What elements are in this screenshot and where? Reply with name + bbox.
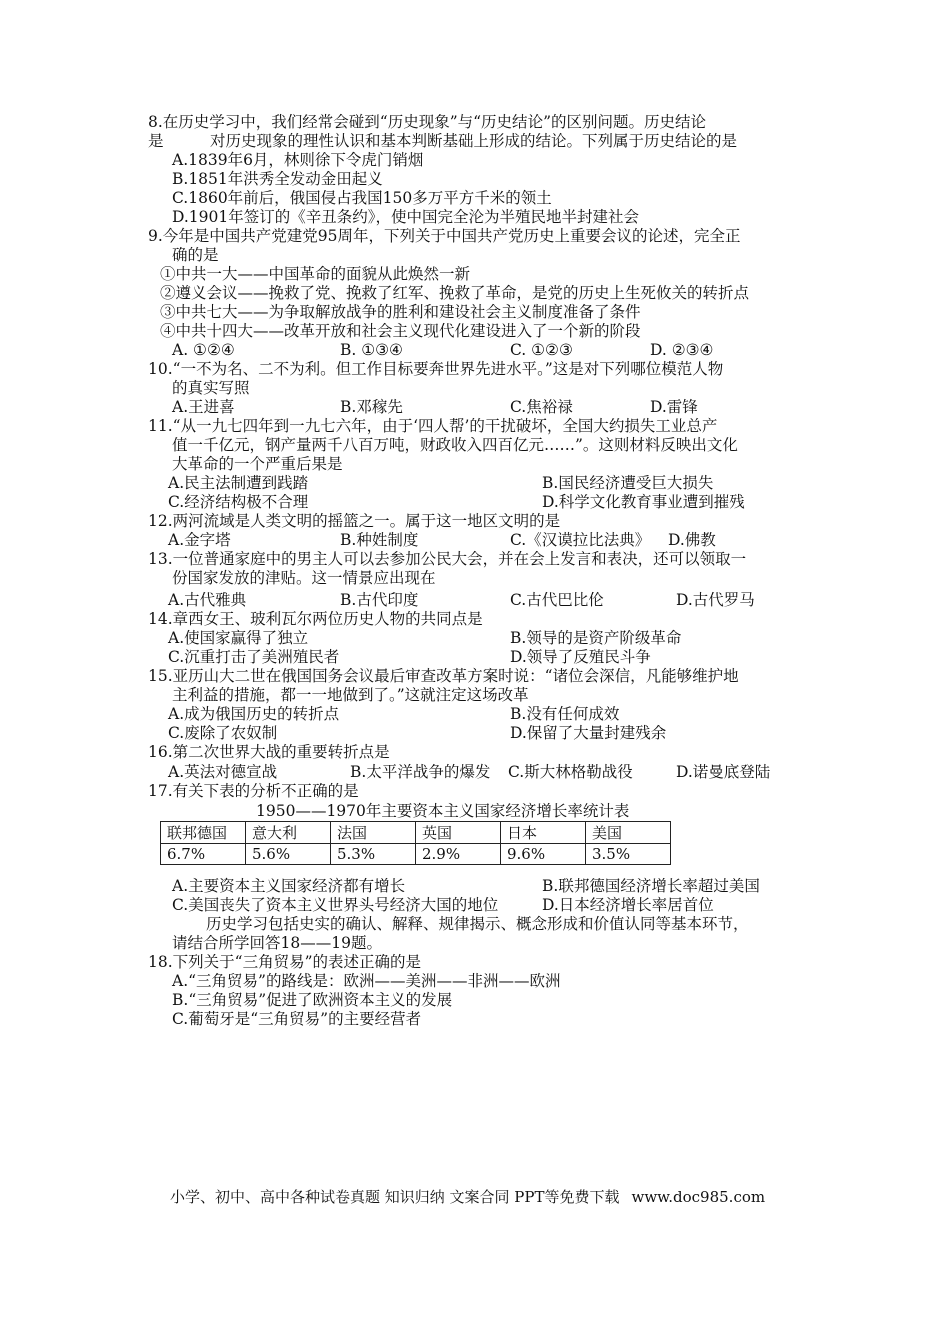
- q13-option-c: C.古代巴比伦: [510, 591, 604, 609]
- q18-option-a: A.“三角贸易”的路线是：欧洲——美洲——非洲——欧洲: [172, 972, 561, 990]
- table-header-cell: 法国: [331, 822, 416, 844]
- q15-option-d: D.保留了大量封建残余: [510, 724, 667, 742]
- q17-option-c: C.美国丧失了资本主义世界头号经济大国的地位: [172, 896, 499, 914]
- q12-option-d: D.佛教: [668, 531, 716, 549]
- section-intro-cont: 请结合所学回答18——19题。: [172, 934, 382, 952]
- q8-stem: 8.在历史学习中，我们经常会碰到“历史现象”与“历史结论”的区别问题。历史结论: [148, 113, 706, 131]
- q12-option-a: A.金字塔: [168, 531, 231, 549]
- q18-option-c: C.葡萄牙是“三角贸易”的主要经营者: [172, 1010, 422, 1028]
- q11-stem-cont2: 大革命的一个严重后果是: [172, 455, 343, 473]
- q14-option-b: B.领导的是资产阶级革命: [510, 629, 682, 647]
- q10-option-b: B.邓稼先: [340, 398, 403, 416]
- q13-option-b: B.古代印度: [340, 591, 419, 609]
- q15-stem-cont: 主利益的措施，都一一地做到了。”这就注定这场改革: [172, 686, 529, 704]
- q11-option-b: B.国民经济遭受巨大损失: [542, 474, 714, 492]
- table-header-row: [161, 822, 671, 844]
- q16-option-a: A.英法对德宣战: [168, 763, 278, 781]
- table-header-cell: 联邦德国: [161, 822, 246, 844]
- q11-stem: 11.“从一九七四年到一九七六年，由于‘四人帮’的干扰破坏，全国大约损失工业总产: [148, 417, 718, 435]
- footer-text: 小学、初中、高中各种试卷真题 知识归纳 文案合同 PPT等免费下载: [170, 1188, 620, 1206]
- growth-rate-table: [160, 821, 671, 865]
- table-cell: 5.3%: [331, 844, 416, 865]
- q16-option-d: D.诺曼底登陆: [676, 763, 771, 781]
- q10-option-a: A.王进喜: [172, 398, 235, 416]
- q16-option-b: B.太平洋战争的爆发: [350, 763, 491, 781]
- table-cell: 6.7%: [161, 844, 246, 865]
- q14-option-d: D.领导了反殖民斗争: [510, 648, 651, 666]
- table-row: [161, 844, 671, 865]
- q8-stem-cont: 是 对历史现象的理性认识和基本判断基础上形成的结论。下列属于历史结论的是: [148, 132, 738, 150]
- q17-option-b: B.联邦德国经济增长率超过美国: [542, 877, 760, 895]
- q11-stem-cont: 值一千亿元，钢产量两千八百万吨，财政收入四百亿元……”。这则材料反映出文化: [172, 436, 738, 454]
- q9-statement-3: ③中共七大——为争取解放战争的胜利和建设社会主义制度准备了条件: [160, 303, 641, 321]
- table-cell: 9.6%: [501, 844, 586, 865]
- q8-option-c: C.1860年前后，俄国侵占我国150多万平方千米的领土: [172, 189, 552, 207]
- table-cell: 3.5%: [586, 844, 671, 865]
- q18-stem: 18.下列关于“三角贸易”的表述正确的是: [148, 953, 421, 971]
- q12-stem: 12.两河流域是人类文明的摇篮之一。属于这一地区文明的是: [148, 512, 561, 530]
- q9-stem-cont: 确的是: [172, 246, 219, 264]
- q9-stem: 9.今年是中国共产党建党95周年，下列关于中国共产党历史上重要会议的论述，完全正: [148, 227, 741, 245]
- q15-option-a: A.成为俄国历史的转折点: [168, 705, 340, 723]
- q12-option-b: B.种姓制度: [340, 531, 419, 549]
- q14-stem: 14.章西女王、玻利瓦尔两位历史人物的共同点是: [148, 610, 483, 628]
- q15-option-c: C.废除了农奴制: [168, 724, 278, 742]
- q15-stem: 15.亚历山大二世在俄国国务会议最后审查改革方案时说：“诸位会深信，凡能够维护地: [148, 667, 739, 685]
- q8-option-b: B.1851年洪秀全发动金田起义: [172, 170, 383, 188]
- q17-stem: 17.有关下表的分析不正确的是: [148, 782, 359, 800]
- footer-url[interactable]: www.doc985.com: [631, 1188, 766, 1206]
- table-header-cell: 日本: [501, 822, 586, 844]
- page-footer: [170, 1186, 765, 1207]
- q10-option-d: D.雷锋: [650, 398, 698, 416]
- q13-stem-cont: 份国家发放的津贴。这一情景应出现在: [172, 569, 436, 587]
- q12-option-c: C.《汉谟拉比法典》: [510, 531, 651, 549]
- q10-stem-cont: 的真实写照: [172, 379, 250, 397]
- q16-option-c: C.斯大林格勒战役: [508, 763, 633, 781]
- table-header-cell: 美国: [586, 822, 671, 844]
- q13-stem: 13.一位普通家庭中的男主人可以去参加公民大会，并在会上发言和表决，还可以领取一: [148, 550, 747, 568]
- q15-option-b: B.没有任何成效: [510, 705, 620, 723]
- table-cell: 5.6%: [246, 844, 331, 865]
- q10-option-c: C.焦裕禄: [510, 398, 573, 416]
- section-intro: 历史学习包括史实的确认、解释、规律揭示、概念形成和价值认同等基本环节，: [206, 915, 749, 933]
- q17-option-a: A.主要资本主义国家经济都有增长: [172, 877, 406, 895]
- q13-option-a: A.古代雅典: [168, 591, 247, 609]
- table-header-cell: 英国: [416, 822, 501, 844]
- q13-option-d: D.古代罗马: [676, 591, 755, 609]
- q8-option-d: D.1901年签订的《辛丑条约》，使中国完全沦为半殖民地半封建社会: [172, 208, 640, 226]
- q9-option-a: A. ①②④: [172, 341, 235, 359]
- q17-table-title: 1950——1970年主要资本主义国家经济增长率统计表: [256, 802, 630, 820]
- q10-stem: 10.“一不为名、二不为利。但工作目标要奔世界先进水平。”这是对下列哪位模范人物: [148, 360, 724, 378]
- q11-option-d: D.科学文化教育事业遭到摧残: [542, 493, 745, 511]
- q9-option-d: D. ②③④: [650, 341, 714, 359]
- table-header-cell: 意大利: [246, 822, 331, 844]
- q11-option-c: C.经济结构极不合理: [168, 493, 309, 511]
- q14-option-c: C.沉重打击了美洲殖民者: [168, 648, 340, 666]
- q14-option-a: A.使国家赢得了独立: [168, 629, 309, 647]
- q17-option-d: D.日本经济增长率居首位: [542, 896, 714, 914]
- q9-statement-2: ②遵义会议——挽救了党、挽救了红军、挽救了革命，是党的历史上生死攸关的转折点: [160, 284, 750, 302]
- q8-option-a: A.1839年6月，林则徐下令虎门销烟: [172, 151, 424, 169]
- q18-option-b: B.“三角贸易”促进了欧洲资本主义的发展: [172, 991, 453, 1009]
- q9-option-c: C. ①②③: [510, 341, 573, 359]
- q9-option-b: B. ①③④: [340, 341, 403, 359]
- q16-stem: 16.第二次世界大战的重要转折点是: [148, 743, 390, 761]
- q9-statement-4: ④中共十四大——改革开放和社会主义现代化建设进入了一个新的阶段: [160, 322, 641, 340]
- q9-statement-1: ①中共一大——中国革命的面貌从此焕然一新: [160, 265, 471, 283]
- table-cell: 2.9%: [416, 844, 501, 865]
- q11-option-a: A.民主法制遭到践踏: [168, 474, 309, 492]
